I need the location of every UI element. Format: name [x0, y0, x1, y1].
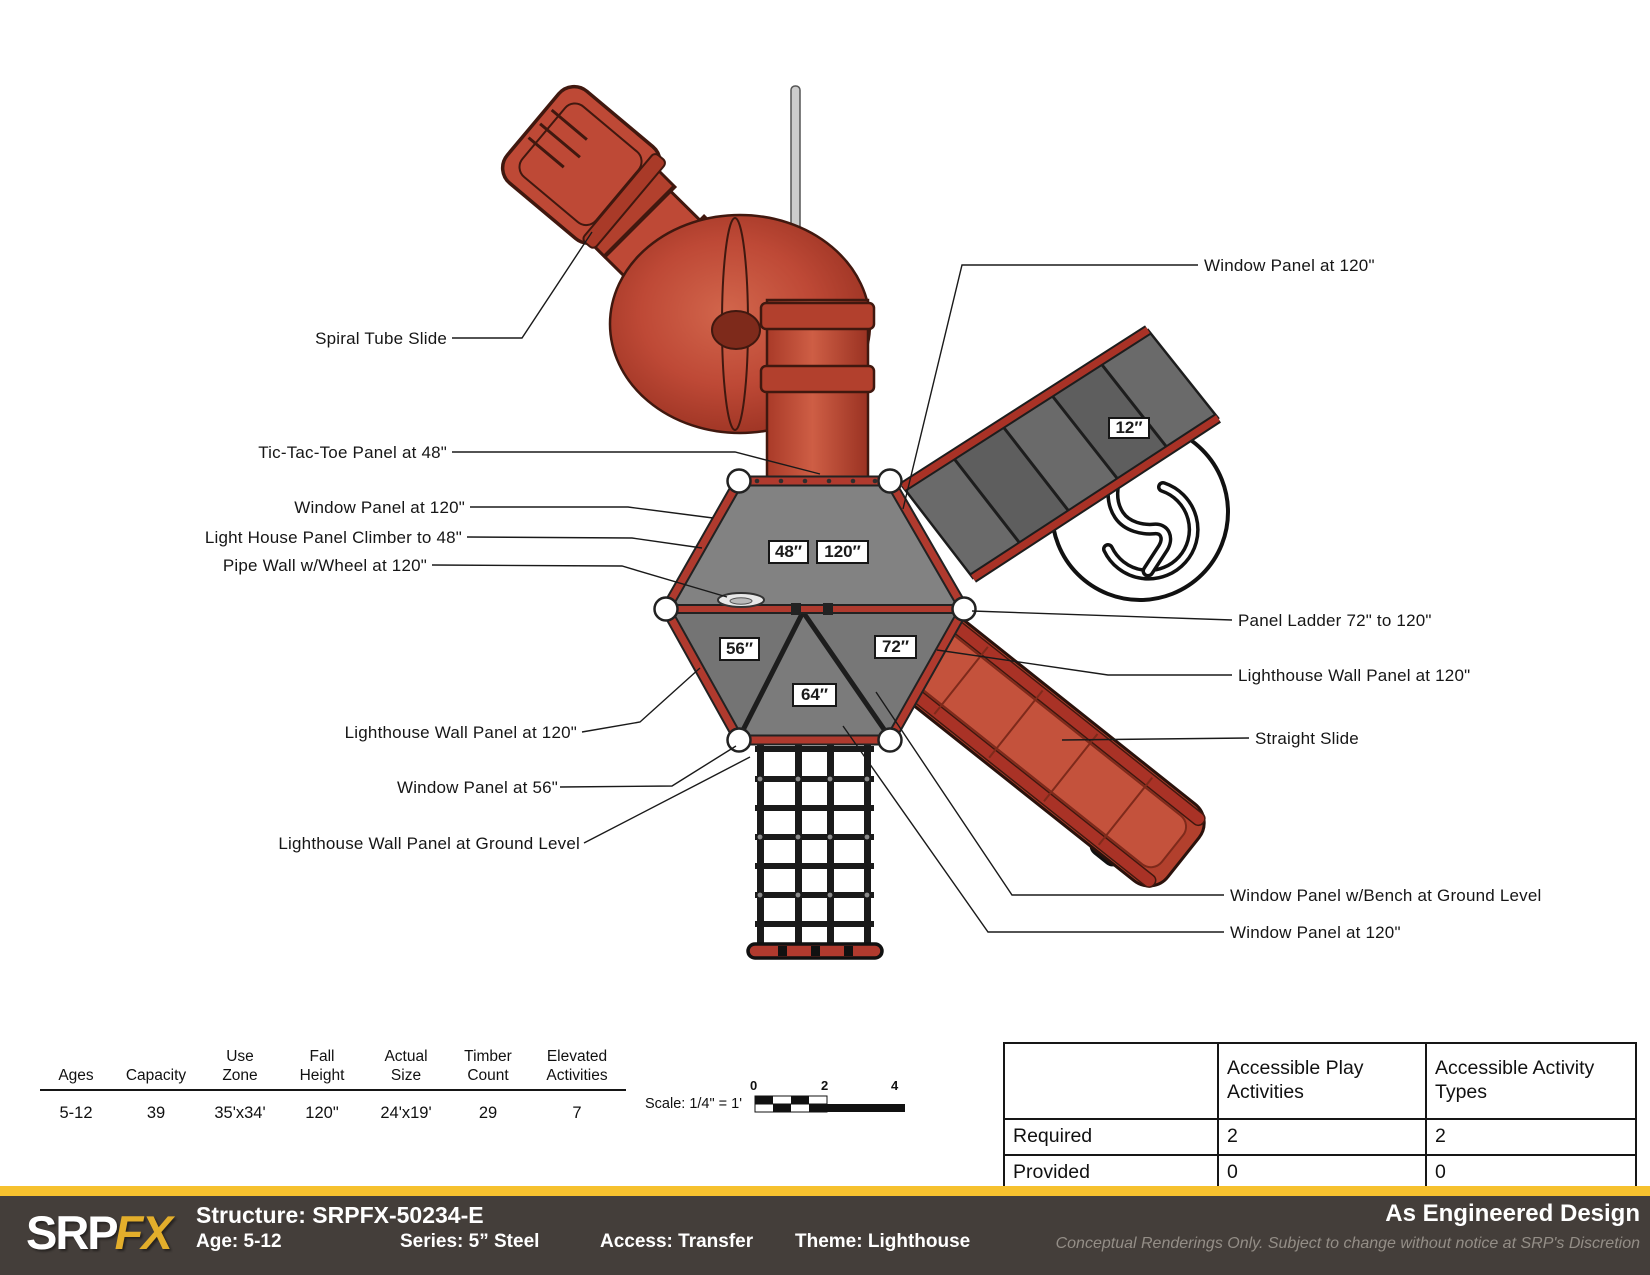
scale-tick-2: 2	[821, 1078, 829, 1093]
callout-lighthouse-wall-panel-120-left: Lighthouse Wall Panel at 120"	[344, 723, 577, 742]
acc-row-required-v1: 2	[1219, 1120, 1427, 1156]
spec-table-values	[40, 1098, 626, 1128]
spec-col-elevated-activities: Elevated Activities	[546, 1048, 608, 1085]
acc-header-activity-types: Accessible Activity Types	[1427, 1044, 1635, 1120]
callout-panel-ladder: Panel Ladder 72" to 120"	[1238, 611, 1432, 630]
acc-row-provided-v2: 0	[1435, 1161, 1446, 1184]
callout-window-panel-56: Window Panel at 56"	[396, 778, 558, 797]
footer-as-engineered-design: As Engineered Design	[1385, 1200, 1640, 1227]
callout-straight-slide: Straight Slide	[1255, 729, 1359, 748]
scale-label: Scale: 1/4" = 1'	[645, 1096, 742, 1112]
footer-structure-id: Structure: SRPFX-50234-E	[196, 1202, 484, 1228]
callout-window-panel-120-bottom-right: Window Panel at 120"	[1230, 923, 1401, 942]
callout-window-panel-bench-ground: Window Panel w/Bench at Ground Level	[1230, 886, 1542, 905]
spec-col-ages: Ages	[58, 1067, 94, 1085]
acc-header-play-activities: Accessible Play Activities	[1219, 1044, 1427, 1120]
spec-col-fall-height: Fall Height	[299, 1048, 345, 1085]
spec-value-elevated-activities: 7	[572, 1103, 582, 1122]
spiral-tube-vertical	[761, 300, 874, 482]
callout-window-panel-120-top-right: Window Panel at 120"	[1204, 256, 1375, 275]
spec-value-capacity: 39	[146, 1103, 166, 1122]
callout-spiral-tube-slide: Spiral Tube Slide	[315, 329, 447, 348]
spec-table-header	[40, 1038, 626, 1086]
footer-theme: Theme: Lighthouse	[795, 1231, 971, 1252]
footer-yellow-stripe	[0, 1186, 1650, 1196]
spec-col-use-zone: Use Zone	[222, 1048, 258, 1085]
footer-age: Age: 5-12	[196, 1231, 282, 1252]
deck-height-chip-72: 72″	[874, 635, 917, 659]
acc-row-provided-label: Provided	[1005, 1156, 1219, 1190]
climbing-net	[748, 742, 882, 958]
logo-srp: SRP	[26, 1206, 117, 1259]
spec-table-divider	[40, 1089, 626, 1091]
deck-height-chip-48: 48″	[768, 540, 809, 564]
spec-value-fall-height: 120"	[305, 1103, 339, 1122]
footer-disclaimer: Conceptual Renderings Only. Subject to change without notice at SRP's Discretion	[1055, 1235, 1640, 1252]
scale-bar	[755, 1096, 905, 1112]
callout-window-panel-120-left: Window Panel at 120"	[294, 498, 465, 517]
deck-height-chip-120: 120″	[816, 540, 869, 564]
ramp-height-chip-12: 12″	[1108, 417, 1150, 439]
acc-row-provided-v1: 0	[1219, 1156, 1427, 1190]
spec-col-timber-count: Timber Count	[464, 1048, 512, 1085]
accessibility-table	[1003, 1042, 1637, 1192]
footer-access: Access: Transfer	[600, 1231, 754, 1252]
callout-lighthouse-wall-panel-ground: Lighthouse Wall Panel at Ground Level	[278, 834, 580, 853]
acc-header-blank	[1005, 1044, 1219, 1120]
acc-row-required-label: Required	[1005, 1120, 1219, 1156]
mast-pole	[791, 86, 800, 242]
deck-height-chip-56: 56″	[719, 637, 760, 661]
deck-height-chip-64: 64″	[792, 683, 837, 707]
logo-fx: FX	[114, 1206, 171, 1259]
callout-pipe-wall-wheel: Pipe Wall w/Wheel at 120"	[222, 556, 427, 575]
callout-tic-tac-toe-panel: Tic-Tac-Toe Panel at 48"	[258, 443, 447, 462]
srpfx-logo	[26, 1205, 171, 1260]
callout-lighthouse-wall-panel-120-right: Lighthouse Wall Panel at 120"	[1238, 666, 1471, 685]
acc-row-required-v2: 2	[1427, 1120, 1635, 1156]
spec-value-actual-size: 24'x19'	[380, 1103, 432, 1122]
spec-col-actual-size: Actual Size	[384, 1048, 428, 1085]
spec-value-ages: 5-12	[59, 1103, 93, 1122]
scale-tick-4: 4	[891, 1078, 899, 1093]
spec-col-capacity: Capacity	[125, 1067, 187, 1085]
spec-value-timber-count: 29	[478, 1103, 498, 1122]
callout-lighthouse-panel-climber: Light House Panel Climber to 48"	[204, 528, 462, 547]
spec-value-use-zone: 35'x34'	[214, 1103, 266, 1122]
footer-series: Series: 5” Steel	[400, 1231, 540, 1252]
scale-tick-0: 0	[750, 1078, 758, 1093]
